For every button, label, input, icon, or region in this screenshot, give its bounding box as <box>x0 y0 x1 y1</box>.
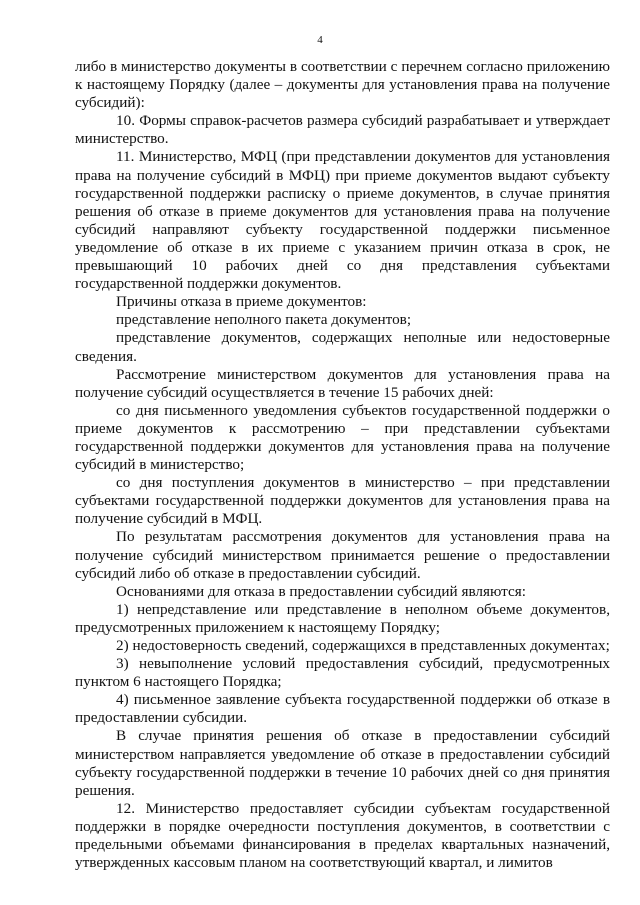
paragraph: 3) невыполнение условий предоставления субсидий, предусмотренных пунктом 6 настоящего Порядка; <box>75 655 610 691</box>
paragraph: представление документов, содержащих неполные или недостоверные сведения. <box>75 329 610 365</box>
paragraph: В случае принятия решения об отказе в предоставлении субсидий министерством направляется уведомление об отказе в предоставлении субсидий субъекту государственной поддержки в течение 10 рабочих дней со дня принятия решения. <box>75 727 610 799</box>
paragraph: Основаниями для отказа в предоставлении субсидий являются: <box>116 582 526 600</box>
paragraph: 10. Формы справок-расчетов размера субсидий разрабатывает и утверждает министерство. <box>75 112 610 148</box>
paragraph: 4) письменное заявление субъекта государственной поддержки об отказе в предоставлении субсидии. <box>75 691 610 727</box>
paragraph: представление неполного пакета документов; <box>116 311 412 329</box>
paragraph: 12. Министерство предоставляет субсидии субъектам государственной поддержки в порядке очередности поступления документов, в соответствии с предельными объемами финансирования в пределах квартальных назначений, утвержденных кассовым планом на соответствующий квартал, и лимитов <box>75 799 610 872</box>
paragraph: 11. Министерство, МФЦ (при представлении документов для установления права на получение субсидий в МФЦ) при приеме документов выдают субъекту государственной поддержки расписку о приеме документов, в случае принятия решения об отказе в приеме документов для установления права на получение субсидий направляют субъекту государственной поддержки письменное уведомление об отказе в их приеме с указанием причин отказа в срок, не превышающий 10 рабочих дней со дня представления субъектами государственной поддержки документов. <box>75 148 610 293</box>
paragraph: По результатам рассмотрения документов для установления права на получение субсидий министерством принимается решение о предоставлении субсидий либо об отказе в предоставлении субсидий. <box>75 528 610 582</box>
paragraph: 2) недостоверность сведений, содержащихся в представленных документах; <box>116 637 610 654</box>
paragraph: Рассмотрение министерством документов для установления права на получение субсидий осуществляется в течение 15 рабочих дней: <box>75 365 610 401</box>
paragraph: Причины отказа в приеме документов: <box>116 293 367 311</box>
page-number: 4 <box>317 34 323 46</box>
document-body <box>75 58 610 872</box>
paragraph: либо в министерство документы в соответствии с перечнем согласно приложению к настоящему Порядку (далее – документы для установления права на получение субсидий): <box>75 58 610 112</box>
paragraph: 1) непредставление или представление в неполном объеме документов, предусмотренных приложением к настоящему Порядку; <box>75 600 610 636</box>
paragraph: со дня поступления документов в министерство – при представлении субъектами государственной поддержки документов для установления права на получение субсидий в МФЦ. <box>75 474 610 528</box>
paragraph: со дня письменного уведомления субъектов государственной поддержки о приеме документов к рассмотрению – при представлении субъектами государственной поддержки документов для установления права на получение субсидий в министерство; <box>75 401 610 474</box>
